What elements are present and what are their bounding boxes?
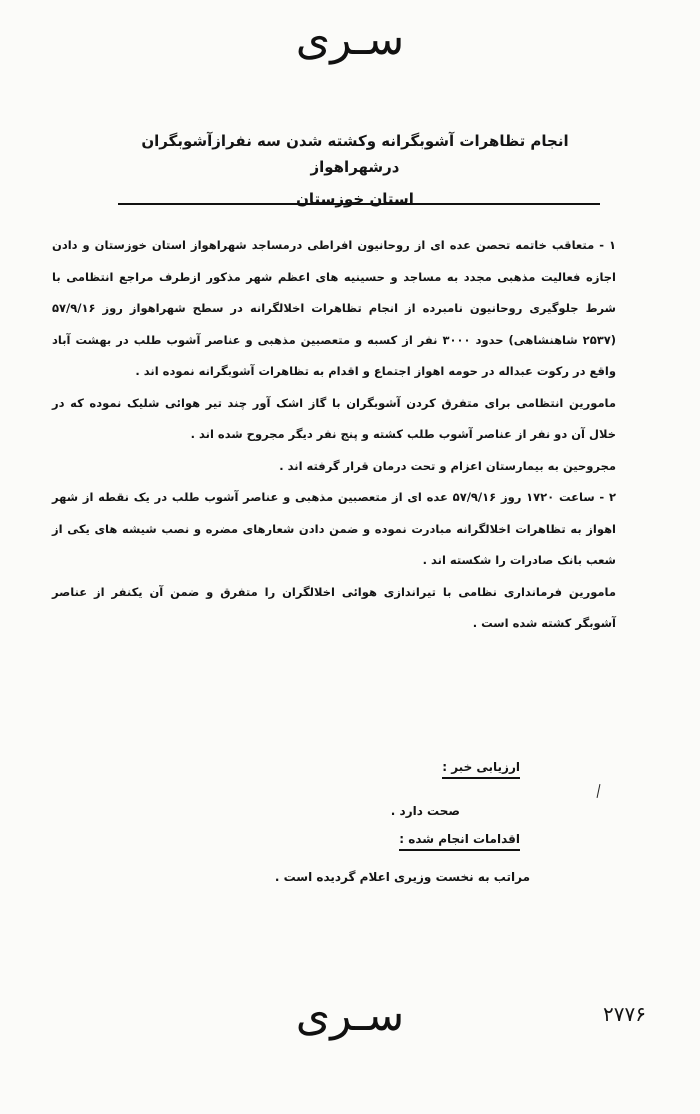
title-line-2: استان خوزستان — [296, 190, 414, 208]
body-paragraph-3: مجروحین به بیمارستان اعزام و تحت درمان قرار گرفته اند . — [279, 458, 616, 473]
pen-tick-mark — [597, 784, 601, 798]
title-line-1: انجام تظاهرات آشوبگرانه وکشته شدن سه نفرازآشوبگران درشهراهواز — [141, 132, 569, 176]
classification-mark-top: سـرى — [295, 14, 405, 65]
classification-mark-bottom: سـرى — [295, 990, 405, 1041]
body-paragraph-4: ۲ - ساعت ۱۷۲۰ روز ۵۷/۹/۱۶ عده ای از متعصبین مذهبی و عناصر آشوب طلب در یک نقطه از شهر اهواز به تظاهرات اخلالگرانه مبادرت نموده و ضمن دادن شعارهای مضره و نصب شیشه های یکی از شعب بانک صادرات را شکسته اند . — [52, 490, 616, 567]
body-paragraph-5: مامورین فرمانداری نظامی با تیراندازی هوائی اخلالگران را متفرق و ضمن آن یکنفر از عناصر آشوبگر کشته شده است . — [52, 584, 616, 630]
actions-section — [399, 832, 520, 851]
body-paragraph-2: مامورین انتظامی برای متفرق کردن آشوبگران با گاز اشک آور چند تیر هوائی شلیک نموده که در خلال آن دو نفر از عناصر آشوب طلب کشته و پنج نفر دیگر مجروح شده اند . — [52, 395, 616, 441]
actions-text: مراتب به نخست وزیری اعلام گردیده است . — [274, 870, 530, 884]
assessment-text: صحت دارد . — [390, 804, 460, 818]
document-title — [100, 128, 610, 212]
document-number: ۲۷۷۶ — [603, 1002, 646, 1026]
body-paragraph-1: ۱ - متعاقب خاتمه تحصن عده ای از روحانیون افراطی درمساجد شهراهواز استان خوزستان و دادن اجازه فعالیت مذهبی مجدد به مساجد و حسینیه های اعظم شهر مذکور ازطرف مراجع انتظامی با شرط جلوگیری روحانیون نامبرده از انجام تظاهرات اخلالگرانه در سطح شهراهواز روز ۵۷/۹/۱۶ (۲۵۳۷ شاهنشاهی) حدود ۳۰۰۰ نفر از کسبه و متعصبین مذهبی و عناصر آشوب طلب در بهشت آباد واقع در رکوت عبداله در حومه اهواز اجتماع و اقدام به تظاهرات آشوبگرانه نموده اند . — [52, 238, 617, 378]
assessment-section — [442, 760, 520, 779]
document-body — [52, 230, 616, 640]
actions-heading: اقدامات انجام شده : — [399, 832, 520, 851]
title-underline — [118, 203, 600, 205]
assessment-heading: ارزیابی خبر : — [442, 760, 520, 779]
